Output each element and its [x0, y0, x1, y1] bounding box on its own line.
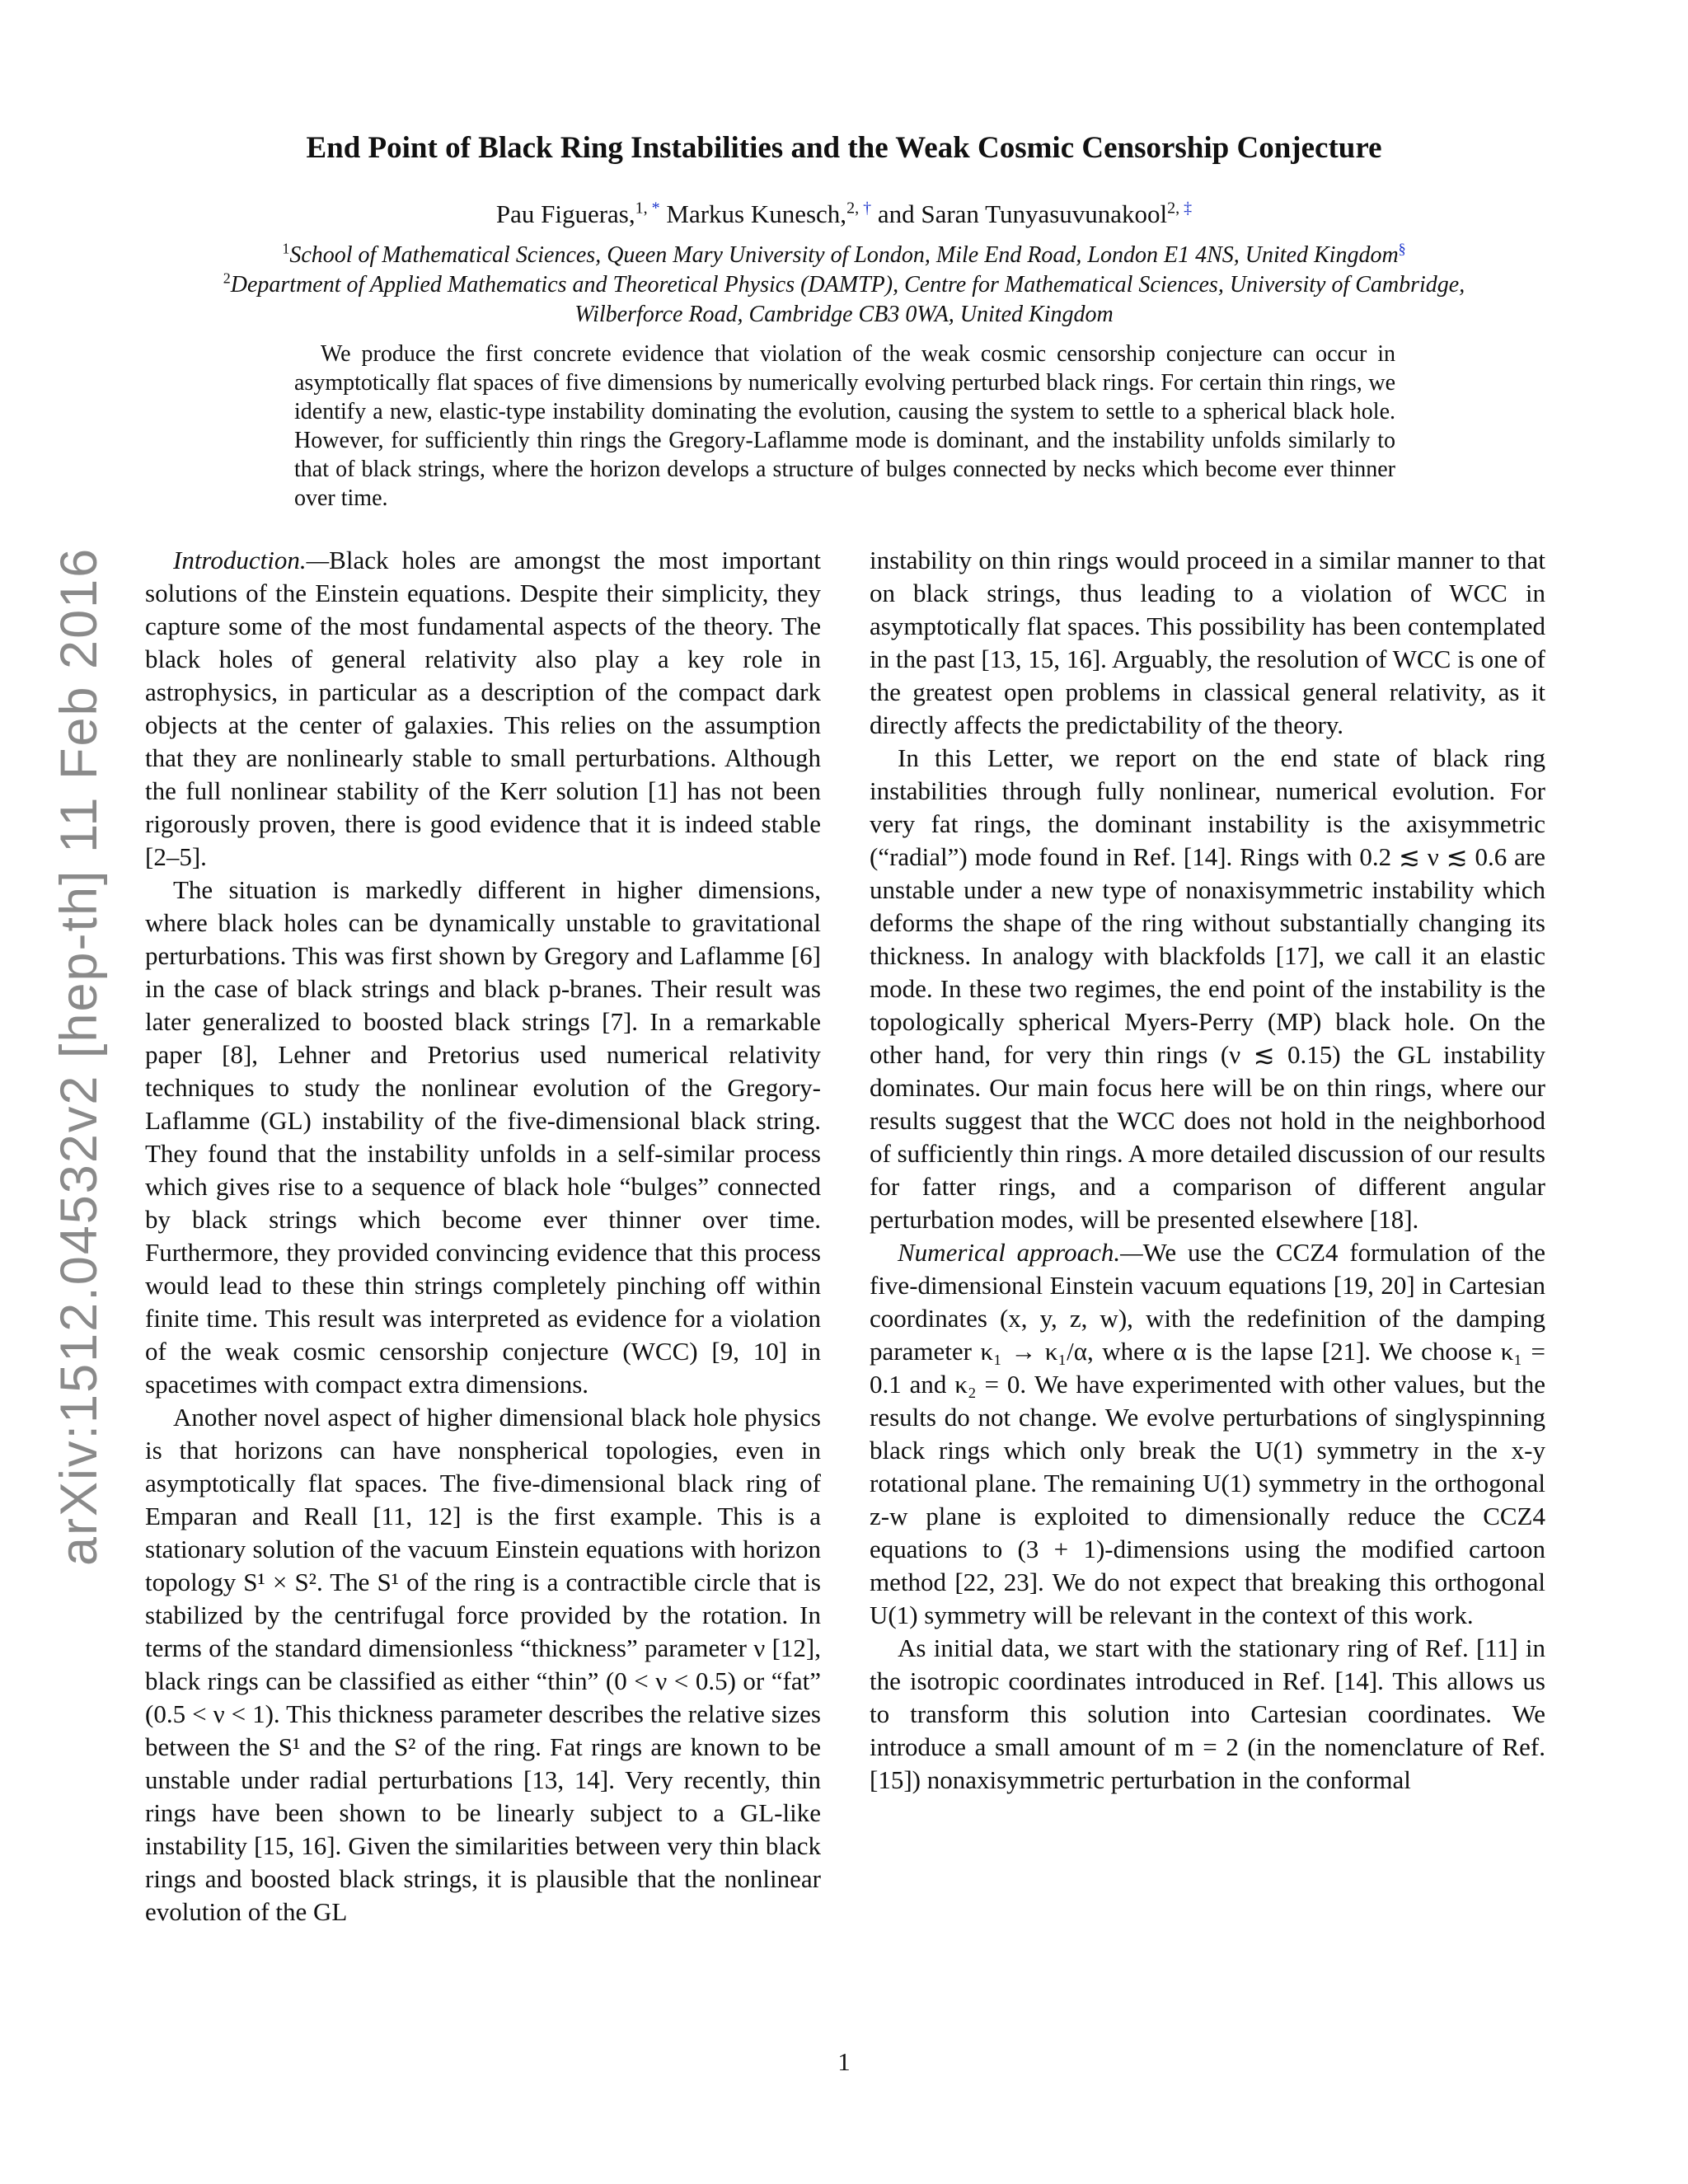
body-right-column	[870, 544, 1545, 1797]
affiliation-1	[0, 242, 1688, 269]
section-runin-heading: Numerical approach.—	[898, 1238, 1143, 1267]
author-name: Markus Kunesch,	[666, 199, 847, 228]
author-list	[0, 199, 1688, 229]
paragraph-text: In this Letter, we report on the end state of black ring instabilities through fully nonlinear, numerical evolution. For very fat rings, the dominant instability is the axisymmetric (“radial”) mode found in Ref. [14]. Rings with 0.2 ≲ ν ≲ 0.6 are unstable under a new type of nonaxisymmetric instability which deforms the shape of the ring without substantially changing its thickness. In analogy with blackfolds [17], we call it an elastic mode. In these two regimes, the end point of the instability is the topologically spherical Myers-Perry (MP) black hole. On the other hand, for very thin rings (ν ≲ 0.15) the GL instability dominates. Our main focus here will be on thin rings, where our results suggest that the WCC does not hold in the neighborhood of sufficiently thin rings. A more detailed discussion of our results for fatter rings, and a comparison of different angular perturbation modes, will be presented elsewhere [18].	[870, 743, 1545, 1234]
paragraph-text: The situation is markedly different in higher dimensions, where black holes can be dynamically unstable to gravitational perturbations. This was first shown by Gregory and Laflamme [6] in the case of black strings and black p-branes. Their result was later generalized to boosted black strings [7]. In a remarkable paper [8], Lehner and Pretorius used numerical relativity techniques to study the nonlinear evolution of the Gregory-Laflamme (GL) instability of the five-dimensional black string. They found that the instability unfolds in a self-similar process which gives rise to a sequence of black hole “bulges” connected by black strings which become ever thinner over time. Furthermore, they provided convincing evidence that this process would lead to these thin strings completely pinching off within finite time. This result was interpreted as evidence for a violation of the weak cosmic censorship conjecture (WCC) [9, 10] in spacetimes with compact extra dimensions.	[145, 875, 821, 1399]
paragraph	[145, 544, 821, 874]
author-affil-mark: 2,	[1167, 199, 1184, 218]
paper-title: End Point of Black Ring Instabilities and the Weak Cosmic Censorship Conjecture	[306, 131, 1382, 165]
affiliation-text: Department of Applied Mathematics and Theoretical Physics (DAMTP), Centre for Mathematical Sciences, University of Cambridge,	[230, 272, 1465, 298]
author-affil-mark: 2,	[846, 199, 864, 218]
paragraph	[145, 874, 821, 1401]
body-left-column	[145, 544, 821, 1929]
author-footnote-link[interactable]: †	[863, 199, 872, 218]
affiliation-mark: 2	[223, 269, 231, 287]
arxiv-identifier-stamp: arXiv:1512.04532v2 [hep-th] 11 Feb 2016	[50, 546, 108, 1566]
affiliation-text: School of Mathematical Sciences, Queen Mary University of London, Mile End Road, London E1 4NS, United Kingdom	[289, 242, 1399, 268]
paragraph	[870, 742, 1545, 1236]
affiliation-2-cont	[0, 302, 1688, 328]
affiliation-footnote-link[interactable]: §	[1398, 240, 1406, 257]
author-affil-mark: 1,	[635, 199, 652, 218]
paragraph	[870, 1236, 1545, 1632]
paragraph-text: Another novel aspect of higher dimensional black hole physics is that horizons can have nonspherical topologies, even in asymptotically flat spaces. The five-dimensional black ring of Emparan and Reall [11, 12] is the first example. This is a stationary solution of the vacuum Einstein equations with horizon topology S¹ × S². The S¹ of the ring is a contractible circle that is stabilized by the centrifugal force provided by the rotation. In terms of the standard dimensionless “thickness” parameter ν [12], black rings can be classified as either “thin” (0 < ν < 0.5) or “fat” (0.5 < ν < 1). This thickness parameter describes the relative sizes between the S¹ and the S² of the ring. Fat rings are known to be unstable under radial perturbations [13, 14]. Very recently, thin rings have been shown to be linearly subject to a GL-like instability [15, 16]. Given the similarities between very thin black rings and boosted black strings, it is plausible that the nonlinear evolution of the GL	[145, 1403, 821, 1926]
paragraph	[145, 1401, 821, 1929]
paragraph-text: As initial data, we start with the stationary ring of Ref. [11] in the isotropic coordinates introduced in Ref. [14]. This allows us to transform this solution into Cartesian coordinates. We introduce a small amount of m = 2 (in the nomenclature of Ref. [15]) nonaxisymmetric perturbation in the conformal	[870, 1633, 1545, 1794]
paragraph	[870, 544, 1545, 742]
affiliation-2	[0, 269, 1688, 298]
author-footnote-link[interactable]: ‡	[1184, 199, 1193, 218]
author-name: and Saran Tunyasuvunakool	[877, 199, 1168, 228]
paragraph-text: instability on thin rings would proceed in a similar manner to that on black strings, thus leading to a violation of WCC in asymptotically flat spaces. This possibility has been contemplated in the past [13, 15, 16]. Arguably, the resolution of WCC is one of the greatest open problems in classical general relativity, as it directly affects the predictability of the theory.	[870, 546, 1545, 739]
affiliation-mark: 1	[282, 240, 290, 257]
section-runin-heading: Introduction.—	[173, 546, 330, 574]
paragraph-text: We use the CCZ4 formulation of the five-dimensional Einstein vacuum equations [19, 20] in Cartesian coordinates (x, y, z, w), with the redefinition of the damping parameter κ₁ → κ₁/α, where α is the lapse [21]. We choose κ₁ = 0.1 and κ₂ = 0. We have experimented with other values, but the results do not change. We evolve perturbations of singlyspinning black rings which only break the U(1) symmetry in the x-y rotational plane. The remaining U(1) symmetry in the orthogonal z-w plane is exploited to dimensionally reduce the CCZ4 equations to (3 + 1)-dimensions using the modified cartoon method [22, 23]. We do not expect that breaking this orthogonal U(1) symmetry will be relevant in the context of this work.	[870, 1238, 1545, 1629]
page-number: 1	[837, 2047, 851, 2076]
abstract: We produce the first concrete evidence that violation of the weak cosmic censorship conjecture can occur in asymptotically flat spaces of five dimensions by numerically evolving perturbed black rings. For certain thin rings, we identify a new, elastic-type instability dominating the evolution, causing the system to settle to a spherical black hole. However, for sufficiently thin rings the Gregory-Laflamme mode is dominant, and the instability unfolds similarly to that of black strings, where the horizon develops a structure of bulges connected by necks which become ever thinner over time.	[294, 341, 1395, 511]
paragraph	[870, 1632, 1545, 1797]
affiliation-text: Wilberforce Road, Cambridge CB3 0WA, United Kingdom	[574, 302, 1114, 327]
paragraph-text: Black holes are amongst the most important solutions of the Einstein equations. Despite their simplicity, they capture some of the most fundamental aspects of the theory. The black holes of general relativity also play a key role in astrophysics, in particular as a description of the compact dark objects at the center of galaxies. This relies on the assumption that they are nonlinearly stable to small perturbations. Although the full nonlinear stability of the Kerr solution [1] has not been rigorously proven, there is good evidence that it is indeed stable [2–5].	[145, 546, 821, 871]
author-name: Pau Figueras,	[495, 199, 635, 228]
author-footnote-link[interactable]: *	[651, 199, 660, 218]
